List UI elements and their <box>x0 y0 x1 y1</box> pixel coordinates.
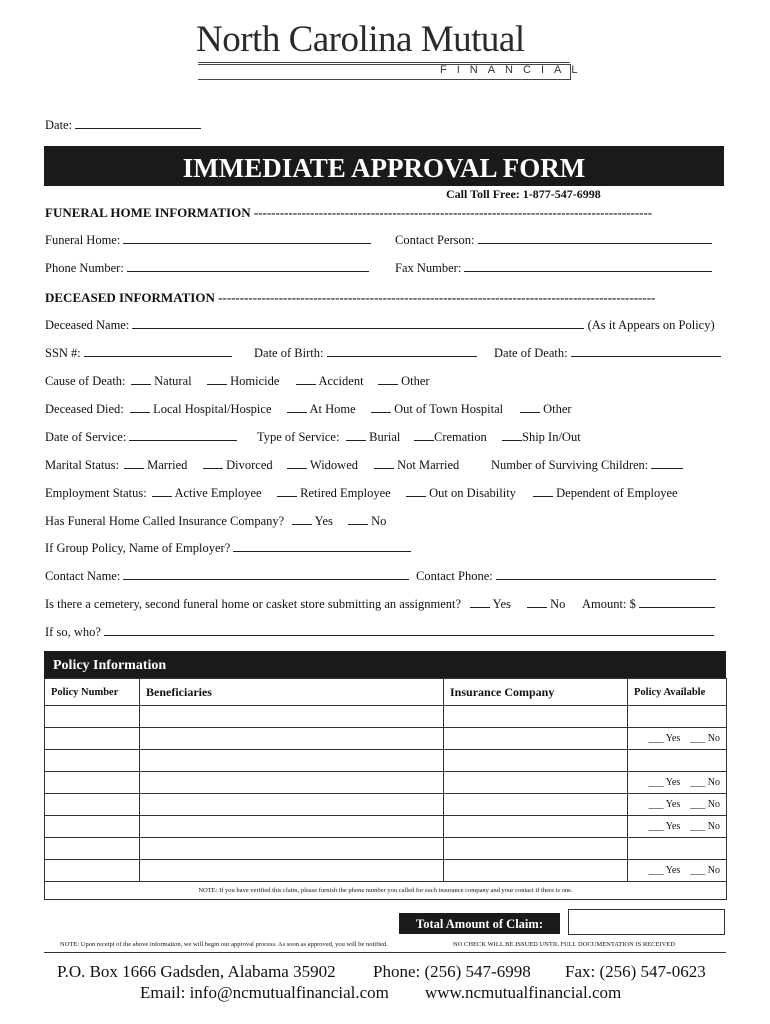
policy-number-cell[interactable] <box>45 772 140 794</box>
policy-row <box>45 772 727 794</box>
called-option-yes[interactable]: Yes <box>292 514 333 529</box>
beneficiaries-cell[interactable] <box>140 772 444 794</box>
form-title: IMMEDIATE APPROVAL FORM <box>44 146 724 186</box>
funeral-home-label: Funeral Home: <box>45 233 121 247</box>
policy-table-header <box>45 679 727 706</box>
contact-phone-field[interactable] <box>496 569 716 580</box>
service-option-ship[interactable]: Ship In/Out <box>502 430 581 445</box>
called-option-no[interactable]: No <box>348 514 386 529</box>
assignment-option-no[interactable]: No <box>527 597 565 612</box>
dob-label: Date of Birth: <box>254 346 324 360</box>
col-beneficiaries: Beneficiaries <box>140 679 444 706</box>
marital-label: Marital Status: <box>45 458 119 472</box>
col-insurance-company: Insurance Company <box>444 679 628 706</box>
approval-note: NOTE: Upon receipt of the above information, we will begin our approval process. As soon as approved, you will be notified. <box>60 941 388 948</box>
assignment-option-yes[interactable]: Yes <box>470 597 511 612</box>
contact-name-label: Contact Name: <box>45 569 121 583</box>
cause-option-accident[interactable]: Accident <box>296 374 364 389</box>
policy-row <box>45 706 727 728</box>
footer-fax: Fax: (256) 547-0623 <box>565 962 706 981</box>
insurance-company-cell[interactable] <box>444 772 628 794</box>
died-label: Deceased Died: <box>45 402 124 416</box>
policy-number-cell[interactable] <box>45 750 140 772</box>
insurance-company-cell[interactable] <box>444 838 628 860</box>
marital-option-widowed[interactable]: Widowed <box>287 458 358 473</box>
cause-option-natural[interactable]: Natural <box>131 374 192 389</box>
contact-name-field[interactable] <box>123 569 409 580</box>
insurance-company-cell[interactable] <box>444 728 628 750</box>
policy-table <box>44 678 727 900</box>
employment-option-active[interactable]: Active Employee <box>152 486 262 501</box>
contact-phone-label: Contact Phone: <box>416 569 493 583</box>
logo-divider <box>198 62 570 63</box>
fax-number-field[interactable] <box>464 261 712 272</box>
policy-available-cell[interactable]: ___ Yes ___ No <box>628 816 727 838</box>
died-option-hospital[interactable]: Local Hospital/Hospice <box>130 402 272 417</box>
service-date-field[interactable] <box>129 430 237 441</box>
policy-available-cell[interactable]: ___ Yes ___ No <box>628 860 727 882</box>
deceased-name-label: Deceased Name: <box>45 318 130 332</box>
policy-number-cell[interactable] <box>45 794 140 816</box>
beneficiaries-cell[interactable] <box>140 706 444 728</box>
footer-phone: Phone: (256) 547-6998 <box>373 962 531 981</box>
policy-number-cell[interactable] <box>45 860 140 882</box>
group-policy-field[interactable] <box>233 541 411 552</box>
beneficiaries-cell[interactable] <box>140 794 444 816</box>
footer-address: P.O. Box 1666 Gadsden, Alabama 35902 <box>57 962 336 981</box>
total-claim-field[interactable] <box>568 909 725 935</box>
service-option-burial[interactable]: Burial <box>346 430 400 445</box>
beneficiaries-cell[interactable] <box>140 860 444 882</box>
children-label: Number of Surviving Children: <box>491 458 649 472</box>
insurance-company-cell[interactable] <box>444 706 628 728</box>
footer-email: Email: info@ncmutualfinancial.com <box>140 983 389 1002</box>
marital-option-divorced[interactable]: Divorced <box>203 458 273 473</box>
date-label: Date: <box>45 118 73 132</box>
if-so-field[interactable] <box>104 625 714 636</box>
policy-row <box>45 838 727 860</box>
amount-field[interactable] <box>639 597 715 608</box>
policy-number-cell[interactable] <box>45 728 140 750</box>
dod-field[interactable] <box>571 346 721 357</box>
phone-number-field[interactable] <box>127 261 369 272</box>
total-claim-label: Total Amount of Claim: <box>399 913 560 934</box>
cause-option-homicide[interactable]: Homicide <box>207 374 279 389</box>
col-policy-available: Policy Available <box>628 679 727 706</box>
policy-available-cell[interactable]: ___ Yes ___ No <box>628 794 727 816</box>
beneficiaries-cell[interactable] <box>140 728 444 750</box>
marital-option-not-married[interactable]: Not Married <box>374 458 459 473</box>
deceased-heading: DECEASED INFORMATION ----------------------------------------------------------------------------------------------------- <box>45 290 656 305</box>
insurance-company-cell[interactable] <box>444 860 628 882</box>
service-option-cremation[interactable]: Cremation <box>414 430 487 445</box>
fax-number-label: Fax Number: <box>395 261 462 275</box>
policy-row <box>45 794 727 816</box>
footer-website: www.ncmutualfinancial.com <box>425 983 622 1002</box>
policy-number-cell[interactable] <box>45 706 140 728</box>
company-logo-sub: FINANCIAL <box>440 64 588 76</box>
assignment-label: Is there a cemetery, second funeral home or casket store submitting an assignment? <box>45 597 462 611</box>
died-option-home[interactable]: At Home <box>287 402 356 417</box>
beneficiaries-cell[interactable] <box>140 750 444 772</box>
insurance-company-cell[interactable] <box>444 794 628 816</box>
policy-row <box>45 860 727 882</box>
dob-field[interactable] <box>327 346 477 357</box>
cause-option-other[interactable]: Other <box>378 374 430 389</box>
insurance-company-cell[interactable] <box>444 750 628 772</box>
funeral-home-field[interactable] <box>123 233 371 244</box>
deceased-name-field[interactable] <box>132 318 584 329</box>
footer-divider <box>44 952 726 953</box>
amount-label: Amount: $ <box>582 597 636 611</box>
policy-number-cell[interactable] <box>45 816 140 838</box>
group-policy-label: If Group Policy, Name of Employer? <box>45 541 231 555</box>
date-row <box>45 118 201 133</box>
employment-option-disability[interactable]: Out on Disability <box>406 486 516 501</box>
as-appears-note: (As it Appears on Policy) <box>587 318 715 332</box>
contact-person-field[interactable] <box>478 233 712 244</box>
children-field[interactable] <box>651 458 683 469</box>
contact-person-label: Contact Person: <box>395 233 475 247</box>
ssn-field[interactable] <box>84 346 232 357</box>
employment-option-dependent[interactable]: Dependent of Employee <box>533 486 678 501</box>
insurance-company-cell[interactable] <box>444 816 628 838</box>
service-type-label: Type of Service: <box>257 430 340 444</box>
died-option-out-of-town[interactable]: Out of Town Hospital <box>371 402 503 417</box>
employment-option-retired[interactable]: Retired Employee <box>277 486 391 501</box>
col-policy-number: Policy Number <box>45 679 140 706</box>
toll-free: Call Toll Free: 1-877-547-6998 <box>446 187 601 201</box>
policy-note: NOTE: If you have verified this claim, please furnish the phone number you called for each insurance company and your contact if there is one. <box>45 882 727 900</box>
date-field[interactable] <box>75 118 201 129</box>
called-label: Has Funeral Home Called Insurance Company? <box>45 514 285 528</box>
policy-heading: Policy Information <box>44 651 726 678</box>
company-logo-name: North Carolina Mutual <box>196 19 525 60</box>
ssn-label: SSN #: <box>45 346 81 360</box>
policy-row <box>45 750 727 772</box>
dod-label: Date of Death: <box>494 346 568 360</box>
employment-label: Employment Status: <box>45 486 147 500</box>
died-option-other[interactable]: Other <box>520 402 572 417</box>
if-so-label: If so, who? <box>45 625 101 639</box>
policy-number-cell[interactable] <box>45 838 140 860</box>
beneficiaries-cell[interactable] <box>140 838 444 860</box>
beneficiaries-cell[interactable] <box>140 816 444 838</box>
policy-available-cell[interactable]: ___ Yes ___ No <box>628 772 727 794</box>
no-check-note: NO CHECK WILL BE ISSUED UNTIL FULL DOCUMENTATION IS RECEIVED <box>453 941 675 948</box>
policy-row <box>45 816 727 838</box>
cause-label: Cause of Death: <box>45 374 126 388</box>
policy-row <box>45 728 727 750</box>
policy-note-row <box>45 882 727 900</box>
policy-available-cell[interactable] <box>628 750 727 772</box>
funeral-heading: FUNERAL HOME INFORMATION -------------------------------------------------------------------------------------------- <box>45 205 653 220</box>
policy-available-cell[interactable]: ___ Yes ___ No <box>628 728 727 750</box>
marital-option-married[interactable]: Married <box>124 458 187 473</box>
phone-number-label: Phone Number: <box>45 261 124 275</box>
service-date-label: Date of Service: <box>45 430 127 444</box>
policy-available-cell[interactable] <box>628 838 727 860</box>
policy-available-cell[interactable] <box>628 706 727 728</box>
